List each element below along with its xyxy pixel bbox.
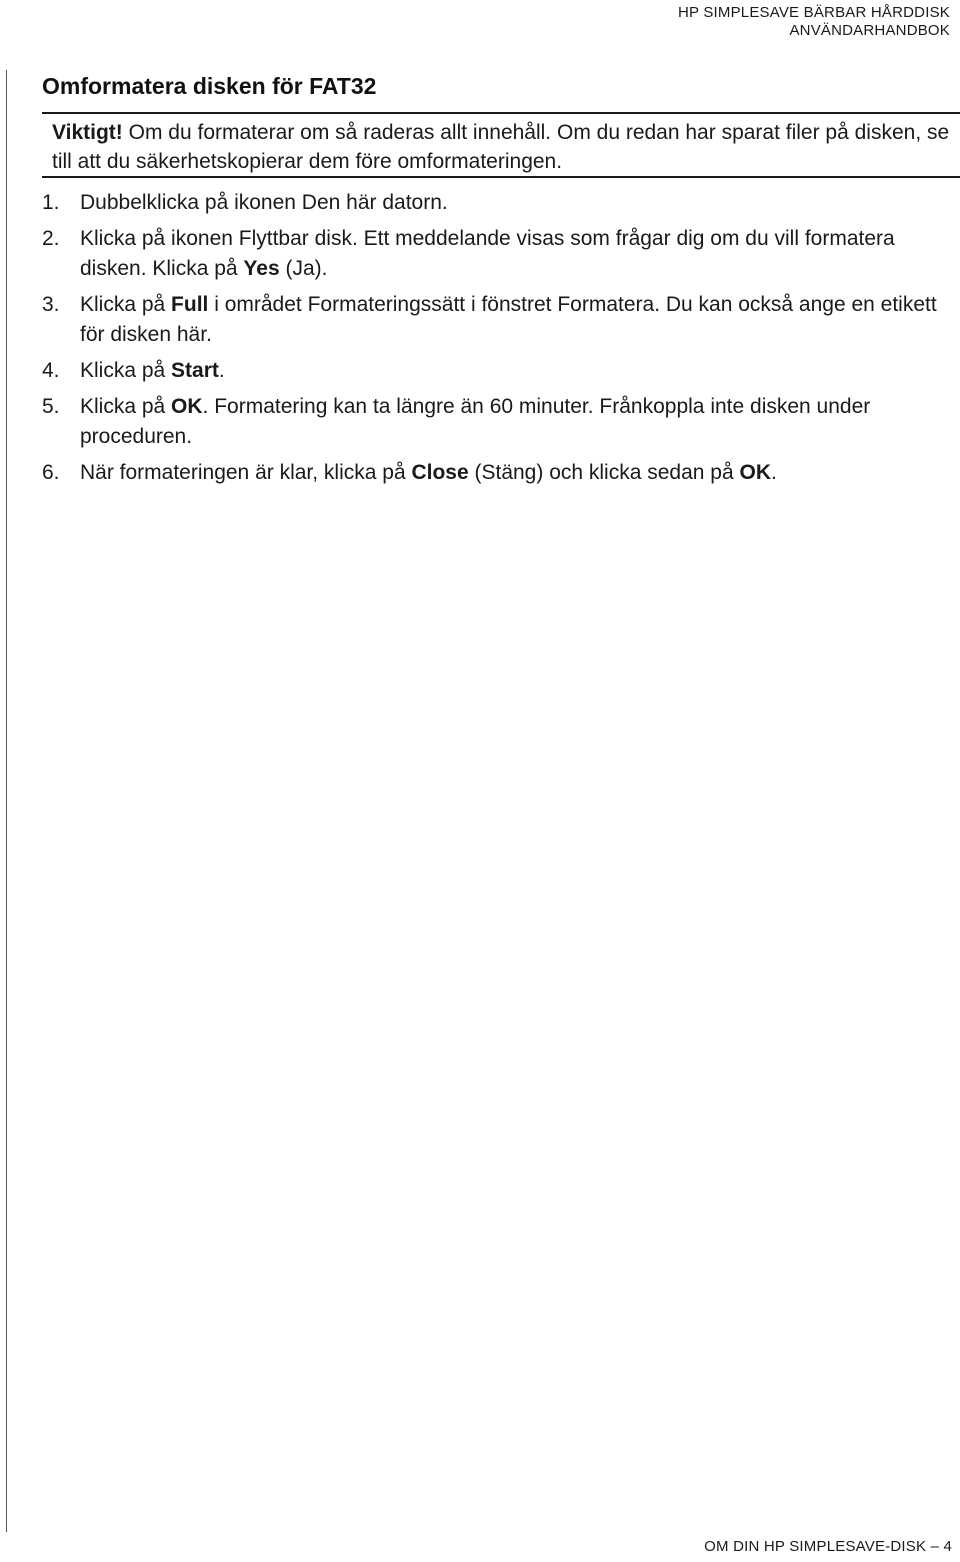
instruction-steps [42,188,954,494]
step-number: 4. [42,359,60,382]
ui-term: Close [411,461,469,484]
document-title: HP SIMPLESAVE BÄRBAR HÅRDDISK [678,4,950,21]
step-text [80,224,954,284]
ui-term: Full [171,293,209,316]
footer-section-title: OM DIN HP SIMPLESAVE-DISK [704,1538,927,1555]
page-footer [704,1538,952,1556]
notice-text: Om du formaterar om så raderas allt innehåll. Om du redan har sparat filer på disken, se till att du säkerhetskopierar dem före omformateringen. [52,121,950,173]
step-text [80,392,954,452]
left-margin-rule [6,70,7,1532]
step-text-segment: . [218,359,225,382]
step-text [80,356,954,386]
ui-term: OK [739,461,771,484]
footer-separator: – [930,1538,940,1555]
page-header [678,4,950,40]
instruction-step [42,458,954,488]
important-notice [42,112,960,178]
ui-term: OK [171,395,203,418]
step-text [80,458,954,488]
page-number: 4 [943,1538,952,1555]
notice-label: Viktigt! [52,121,123,144]
step-text-segment: Klicka på [80,293,172,316]
section-title: Omformatera disken för FAT32 [42,73,377,99]
step-number: 1. [42,191,60,214]
step-text-segment: Klicka på [80,359,172,382]
ui-term: Yes [243,257,280,280]
instruction-step [42,188,954,218]
step-text-segment: i området Formateringssätt i fönstret Formatera. Du kan också ange en etikett för disken här. [80,293,937,346]
instruction-step [42,290,954,350]
step-text-segment: När formateringen är klar, klicka på [80,461,412,484]
instruction-step [42,392,954,452]
ui-term: Start [171,359,219,382]
instruction-step [42,356,954,386]
document-subtitle: ANVÄNDARHANDBOK [789,22,950,39]
step-text-segment: (Stäng) och klicka sedan på [468,461,740,484]
instruction-step [42,224,954,284]
step-text-segment: (Ja). [279,257,328,280]
step-number: 3. [42,293,60,316]
step-text-segment: Klicka på [80,395,172,418]
step-text-segment: . Formatering kan ta längre än 60 minuter. Frånkoppla inte disken under proceduren. [80,395,871,448]
step-text-segment: Dubbelklicka på ikonen Den här datorn. [80,191,448,214]
step-text [80,290,954,350]
step-text-segment: . [770,461,777,484]
step-text-segment: Klicka på ikonen Flyttbar disk. Ett meddelande visas som frågar dig om du vill formatera disken. Klicka på [80,227,895,280]
step-number: 2. [42,227,60,250]
step-number: 5. [42,395,60,418]
step-text [80,188,954,218]
step-number: 6. [42,461,60,484]
